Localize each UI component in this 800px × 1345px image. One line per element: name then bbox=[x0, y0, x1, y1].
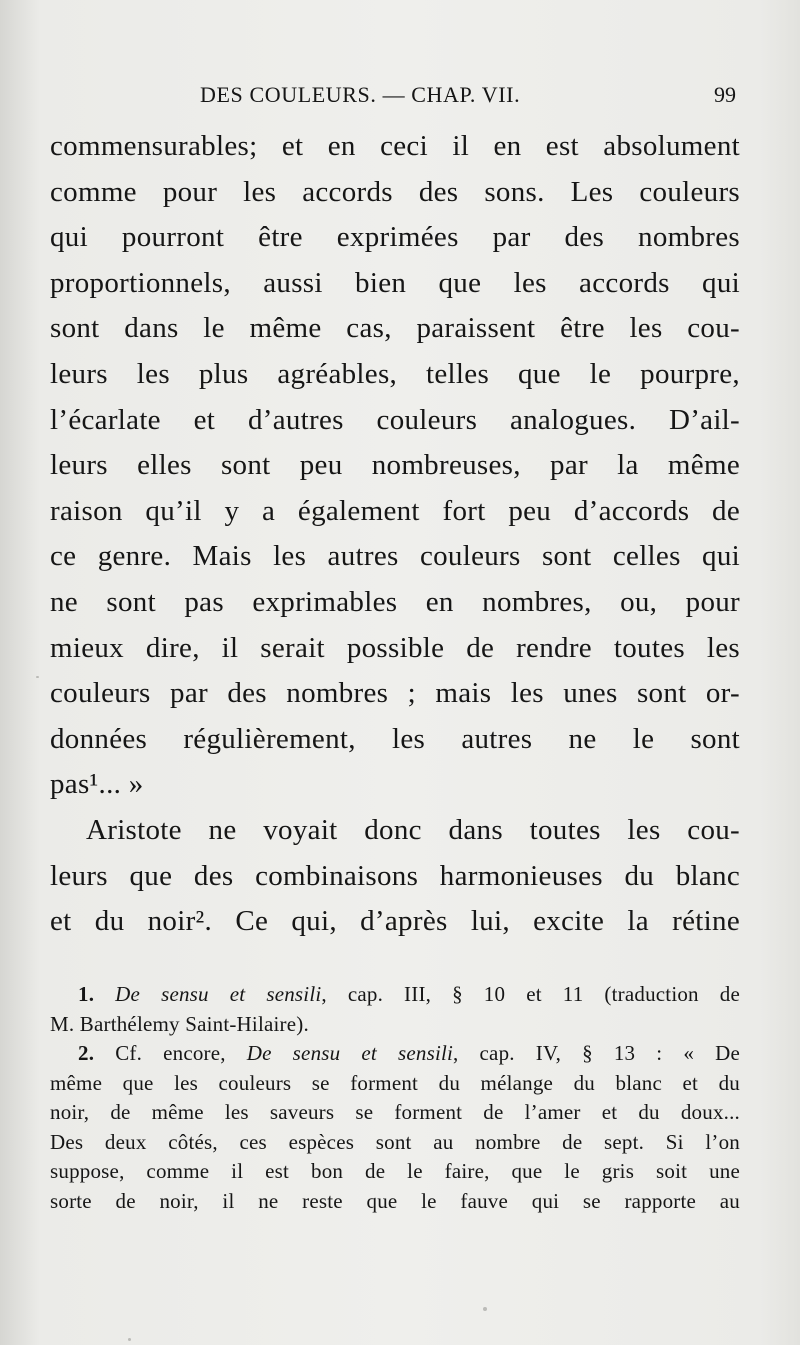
footnote-1-title: De sensu et sensili bbox=[115, 982, 322, 1006]
body-line: pas¹... » bbox=[50, 768, 144, 801]
paper-speck bbox=[483, 1307, 487, 1311]
body-line: et du noir². Ce qui, d’après lui, excite la rétine bbox=[50, 905, 740, 938]
body-line: couleurs par des nombres ; mais les unes sont or- bbox=[50, 677, 740, 710]
body-line: proportionnels, aussi bien que les accords qui bbox=[50, 266, 740, 299]
body-line: sont dans le même cas, paraissent être les cou- bbox=[50, 312, 740, 345]
footnote-2-line: noir, de même les saveurs se forment de l’amer et du doux... bbox=[50, 1100, 740, 1124]
footnote-1-line: M. Barthélemy Saint-Hilaire). bbox=[50, 1011, 309, 1036]
body-line: Aristote ne voyait donc dans toutes les cou- bbox=[86, 813, 740, 846]
body-line: données régulièrement, les autres ne le sont bbox=[50, 722, 740, 755]
footnote-1-line bbox=[50, 980, 740, 1010]
footnote-2-line: sorte de noir, il ne reste que le fauve qui se rapporte au bbox=[50, 1188, 740, 1213]
footnote-2-citation: , cap. IV, § 13 : « De bbox=[453, 1041, 740, 1065]
footnote-2-line: même que les couleurs se forment du mélange du blanc et du bbox=[50, 1070, 740, 1095]
body-text bbox=[50, 124, 740, 945]
footnote-2-line: suppose, comme il est bon de le faire, que le gris soit une bbox=[50, 1159, 740, 1183]
body-line: raison qu’il y a également fort peu d’accords de bbox=[50, 494, 740, 527]
running-title: DES COULEURS. — CHAP. VII. bbox=[200, 82, 521, 107]
body-line: ce genre. Mais les autres couleurs sont celles qui bbox=[50, 540, 740, 573]
footnote-2-line: Des deux côtés, ces espèces sont au nombre de sept. Si l’on bbox=[50, 1129, 740, 1154]
footnote-1-citation: , cap. III, § 10 et 11 (traduction de bbox=[321, 982, 740, 1006]
body-line: l’écarlate et d’autres couleurs analogues. D’ail- bbox=[50, 403, 740, 436]
page-header bbox=[50, 78, 740, 112]
footnote-2-line bbox=[50, 1039, 740, 1069]
paper-speck bbox=[36, 676, 39, 678]
footnote-2-prefix: Cf. encore, bbox=[115, 1041, 226, 1065]
body-line: leurs les plus agréables, telles que le pourpre, bbox=[50, 357, 740, 390]
footnote-2-title: De sensu et sensili bbox=[246, 1041, 454, 1065]
footnotes bbox=[50, 980, 740, 1216]
footnote-1-number: 1. bbox=[78, 982, 95, 1006]
body-line: commensurables; et en ceci il en est absolument bbox=[50, 130, 740, 162]
body-line: leurs que des combinaisons harmonieuses du blanc bbox=[50, 859, 740, 892]
body-line: leurs elles sont peu nombreuses, par la même bbox=[50, 449, 740, 482]
footnote-2-number: 2. bbox=[78, 1041, 95, 1065]
body-line: ne sont pas exprimables en nombres, ou, pour bbox=[50, 585, 740, 618]
body-line: mieux dire, il serait possible de rendre toutes les bbox=[50, 631, 740, 664]
body-line: qui pourront être exprimées par des nombres bbox=[50, 221, 740, 254]
page-number: 99 bbox=[714, 82, 736, 107]
body-line: comme pour les accords des sons. Les couleurs bbox=[50, 175, 740, 208]
paper-speck bbox=[128, 1338, 131, 1341]
